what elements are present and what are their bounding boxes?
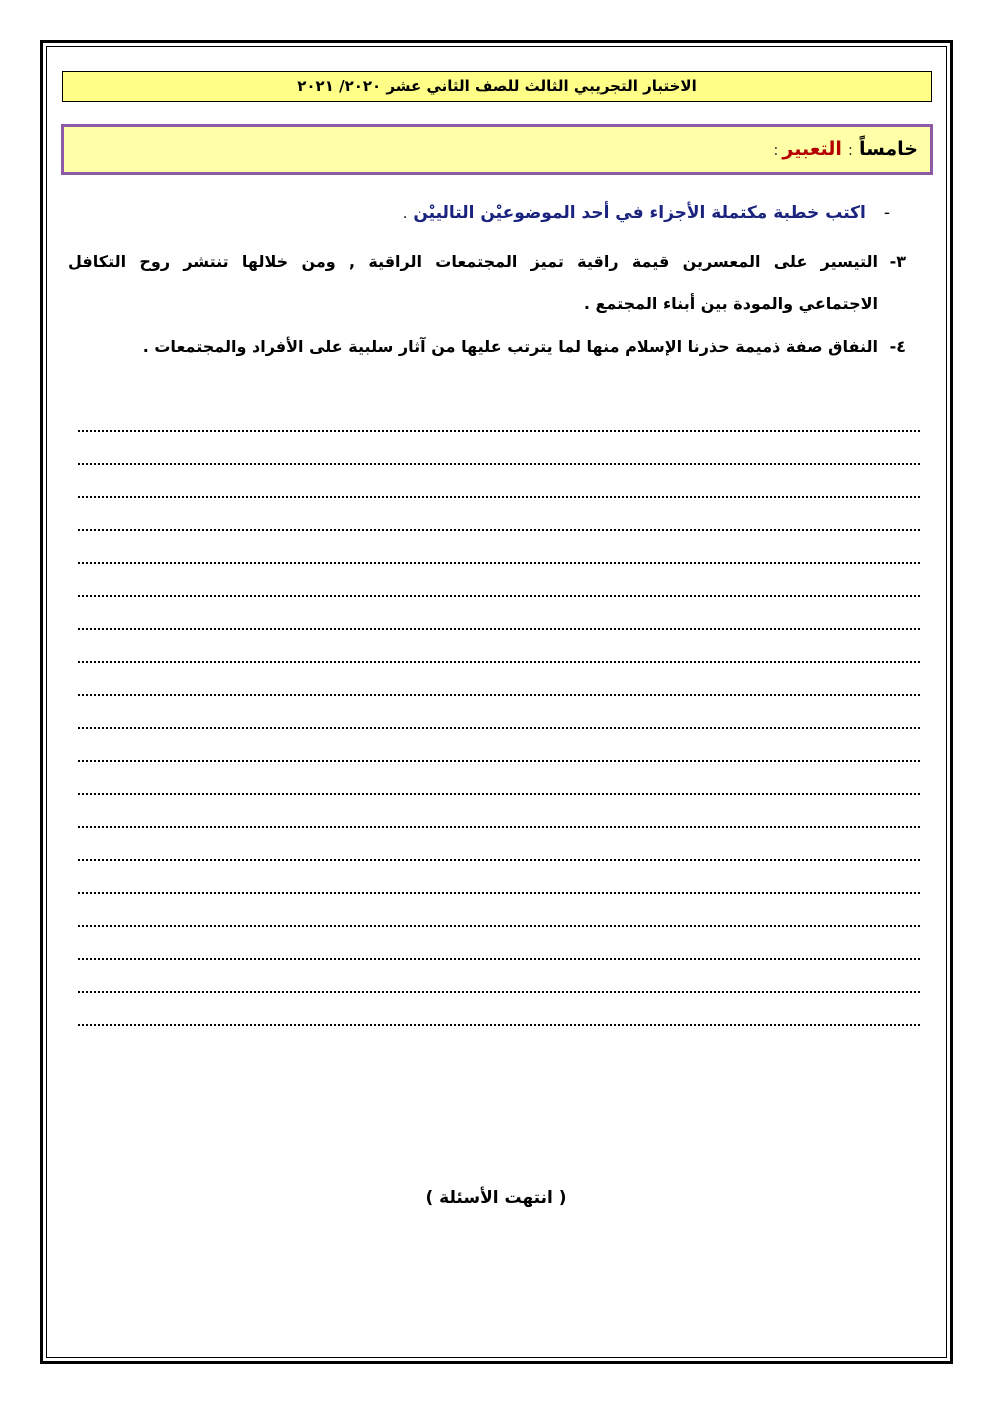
answer-writing-area[interactable] [78, 399, 920, 1026]
writing-line[interactable] [78, 498, 920, 531]
instruction-line [403, 203, 890, 223]
writing-line[interactable] [78, 993, 920, 1026]
writing-line[interactable] [78, 729, 920, 762]
topic-number: ٣- [889, 252, 906, 271]
section-tail: : [773, 141, 779, 159]
writing-line[interactable] [78, 894, 920, 927]
topic-text-line2: الاجتماعي والمودة بين أبناء المجتمع . [583, 294, 878, 313]
topic-item-3-continued [584, 294, 878, 313]
writing-line[interactable] [78, 795, 920, 828]
writing-line[interactable] [78, 927, 920, 960]
topic-item-3 [68, 252, 906, 271]
writing-line[interactable] [78, 663, 920, 696]
writing-line[interactable] [78, 564, 920, 597]
instruction-text: اكتب خطبة مكتملة الأجزاء في أحد الموضوعيْن التالييْن [413, 203, 866, 223]
end-of-questions: ( انتهت الأسئلة ) [425, 1188, 567, 1208]
topic-number: ٤- [889, 337, 906, 356]
writing-line[interactable] [78, 960, 920, 993]
topic-item-4 [143, 337, 906, 356]
writing-line[interactable] [78, 630, 920, 663]
writing-line[interactable] [78, 762, 920, 795]
writing-line[interactable] [78, 828, 920, 861]
topic-text-line1: التيسير على المعسرين قيمة راقية تميز المجتمعات الراقية , ومن خلالها تنتشر روح التكافل [68, 252, 878, 271]
section-label: خامساً [858, 138, 918, 160]
instruction-end: . [402, 206, 408, 222]
writing-line[interactable] [78, 597, 920, 630]
section-heading-box [61, 124, 933, 175]
writing-line[interactable] [78, 531, 920, 564]
writing-line[interactable] [78, 399, 920, 432]
topic-text-line1: النفاق صفة ذميمة حذرنا الإسلام منها لما يترتب عليها من آثار سلبية على الأفراد والمجتمعات . [142, 337, 878, 356]
writing-line[interactable] [78, 432, 920, 465]
exam-title-bar [62, 71, 932, 102]
instruction-dash: - [883, 203, 890, 223]
exam-title: الاختبار التجريبي الثالث للصف الثاني عشر ٢٠٢٠/ ٢٠٢١ [297, 77, 697, 95]
writing-line[interactable] [78, 465, 920, 498]
section-separator: : [847, 141, 853, 159]
section-topic: التعبير [782, 138, 842, 160]
writing-line[interactable] [78, 696, 920, 729]
writing-line[interactable] [78, 861, 920, 894]
